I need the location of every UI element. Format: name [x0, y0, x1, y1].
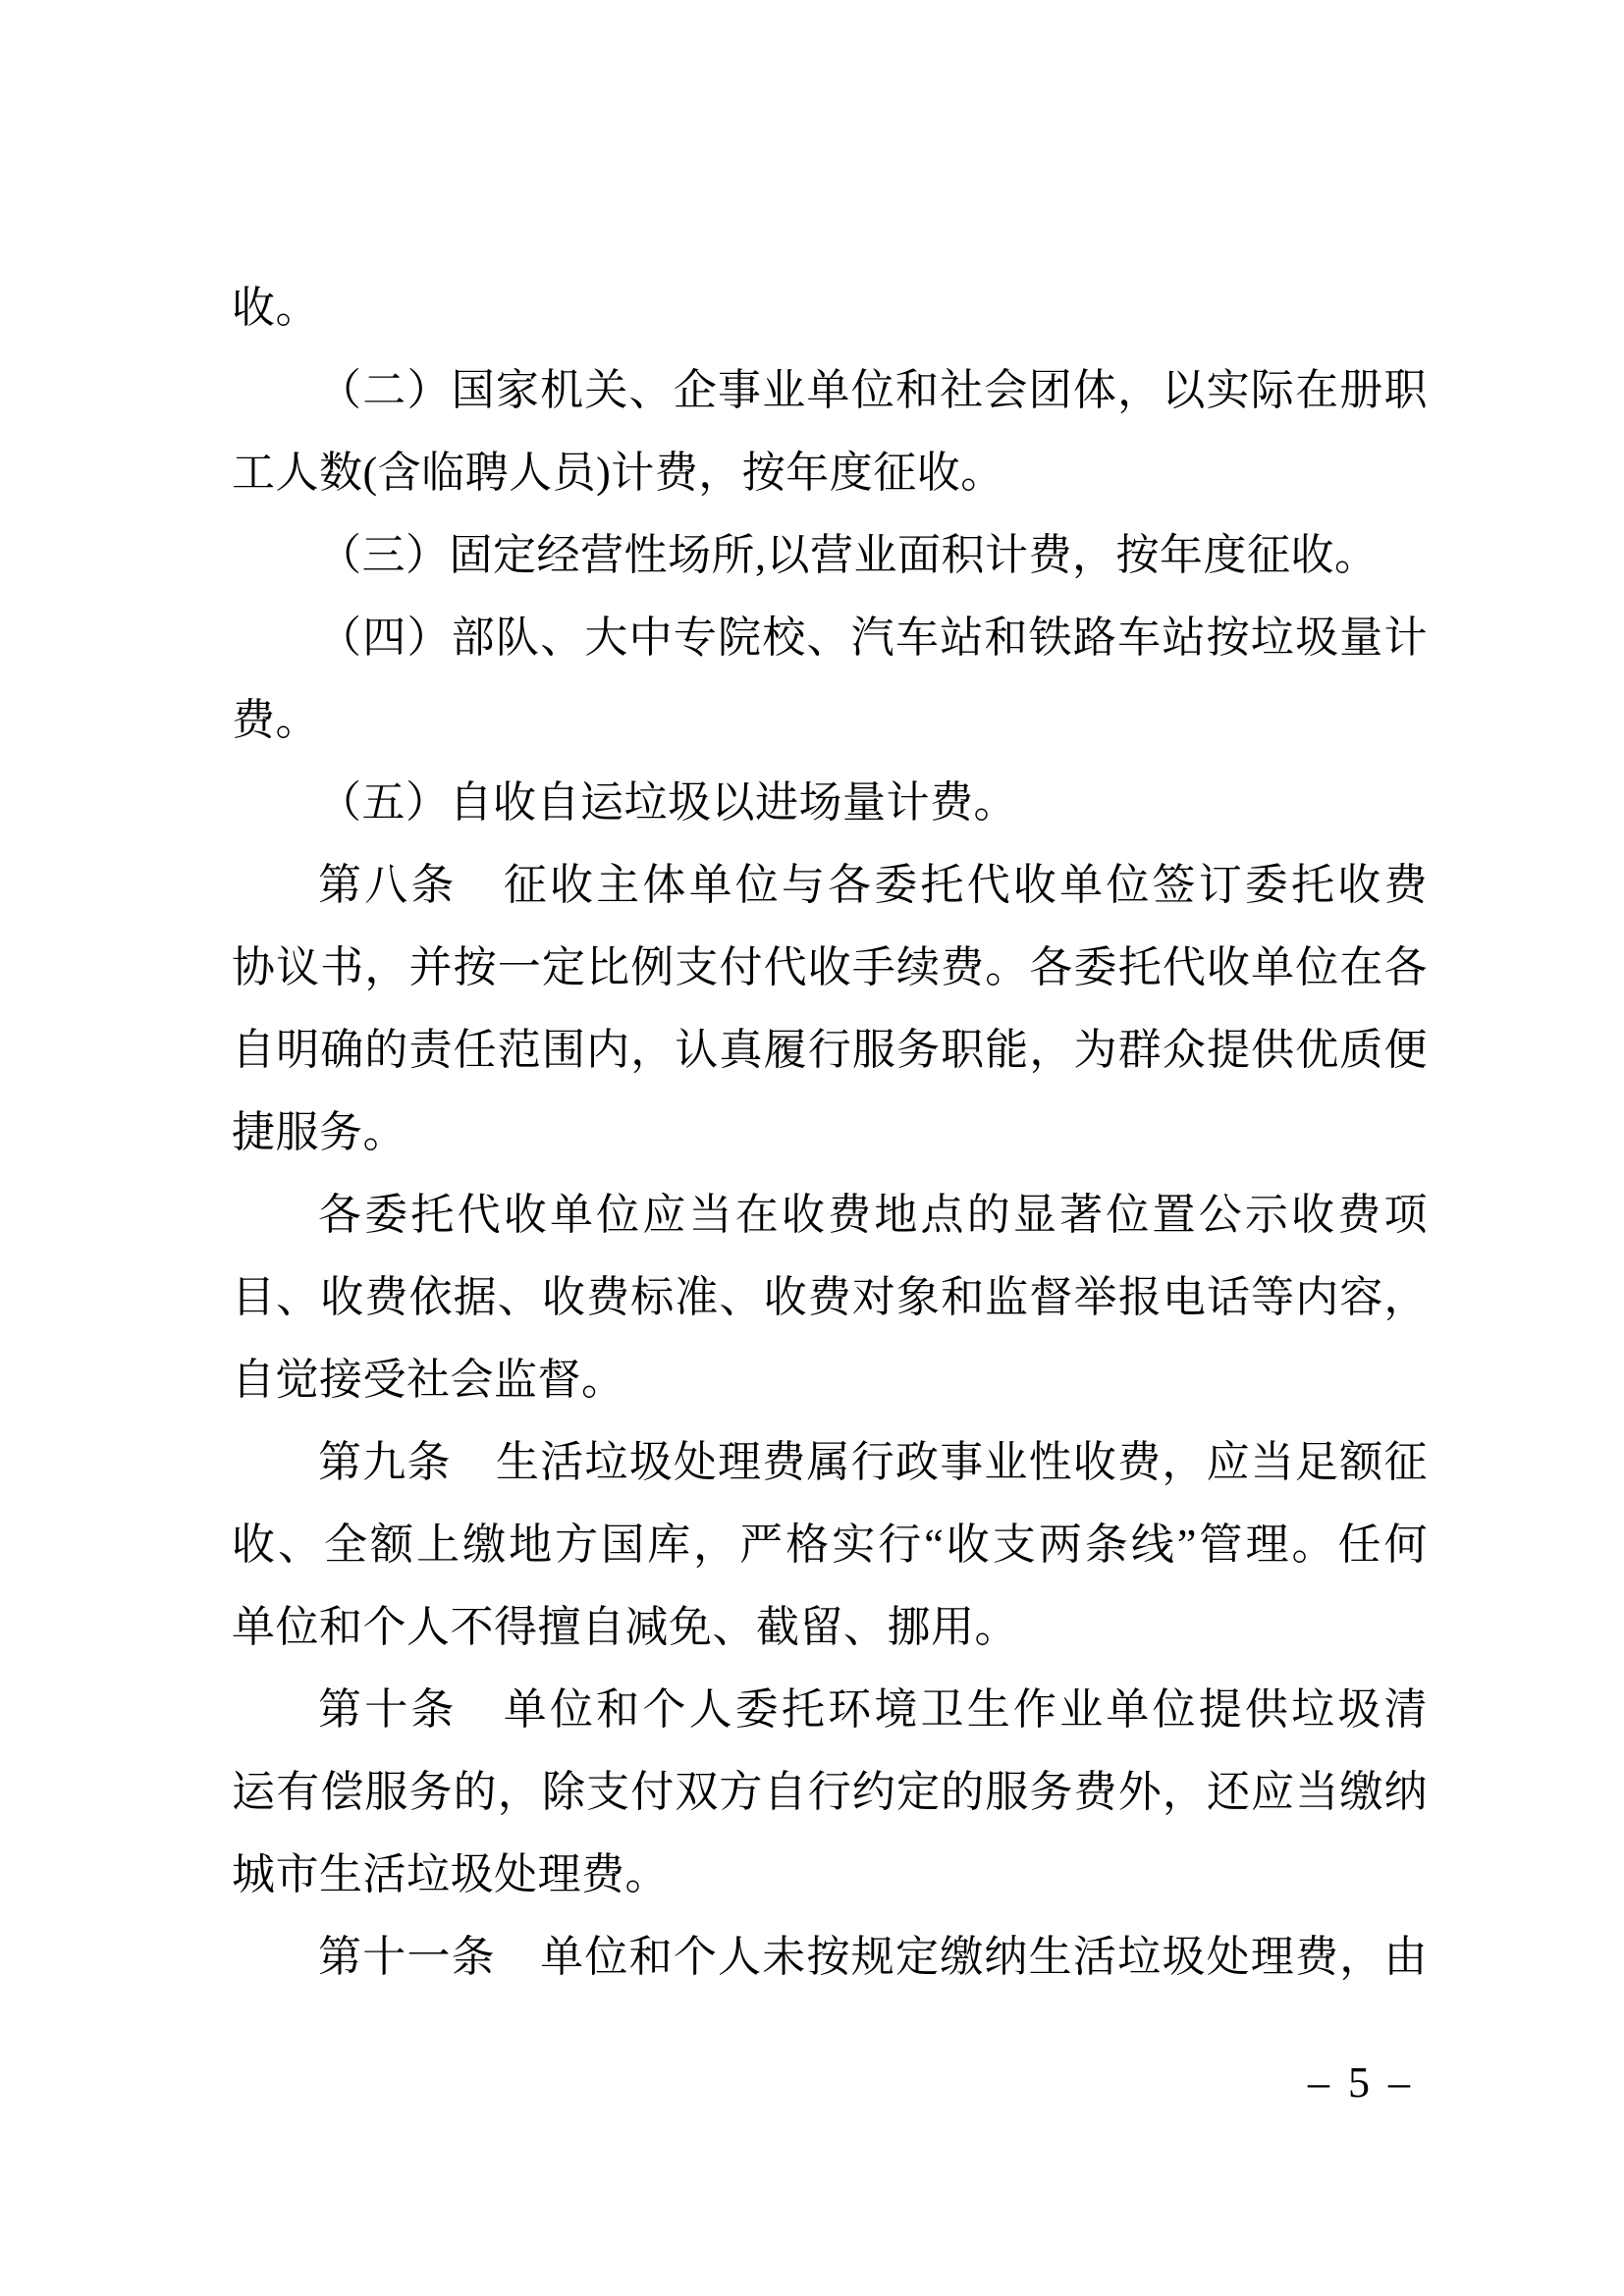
text-line: （四）部队、大中专院校、汽车站和铁路车站按垃圾量计	[318, 614, 1428, 662]
text-line: （五）自收自运垃圾以进场量计费。	[318, 778, 1017, 827]
text-line: （三）固定经营性场所,以营业面积计费，按年度征收。	[318, 531, 1379, 579]
text-line: 捷服务。	[232, 1108, 406, 1156]
document-body	[232, 267, 1428, 1999]
page-number: – 5 –	[1308, 2058, 1414, 2107]
text-line: 城市生活垃圾处理费。	[232, 1850, 669, 1898]
text-line: 第十条 单位和个人委托环境卫生作业单位提供垃圾清	[318, 1685, 1428, 1734]
text-line: 自明确的责任范围内，认真履行服务职能，为群众提供优质便	[232, 1026, 1428, 1074]
text-line: （二）国家机关、企事业单位和社会团体，以实际在册职	[318, 366, 1428, 414]
text-line: 收。	[232, 284, 319, 332]
text-line: 运有偿服务的，除支付双方自行约定的服务费外，还应当缴纳	[232, 1768, 1428, 1816]
text-line: 第九条 生活垃圾处理费属行政事业性收费，应当足额征	[318, 1438, 1428, 1486]
text-line: 协议书，并按一定比例支付代收手续费。各委托代收单位在各	[232, 943, 1428, 991]
text-line: 单位和个人不得擅自减免、截留、挪用。	[232, 1603, 1018, 1651]
text-line: 目、收费依据、收费标准、收费对象和监督举报电话等内容，	[232, 1273, 1428, 1321]
text-line: 工人数(含临聘人员)计费，按年度征收。	[232, 449, 1004, 497]
text-line: 收、全额上缴地方国库，严格实行“收支两条线”管理。任何	[232, 1521, 1428, 1569]
text-line: 各委托代收单位应当在收费地点的显著位置公示收费项	[318, 1191, 1428, 1239]
text-line: 自觉接受社会监督。	[232, 1356, 625, 1404]
text-line: 费。	[232, 696, 319, 744]
text-line: 第八条 征收主体单位与各委托代收单位签订委托收费	[318, 861, 1428, 909]
text-line: 第十一条 单位和个人未按规定缴纳生活垃圾处理费，由	[318, 1933, 1428, 1981]
